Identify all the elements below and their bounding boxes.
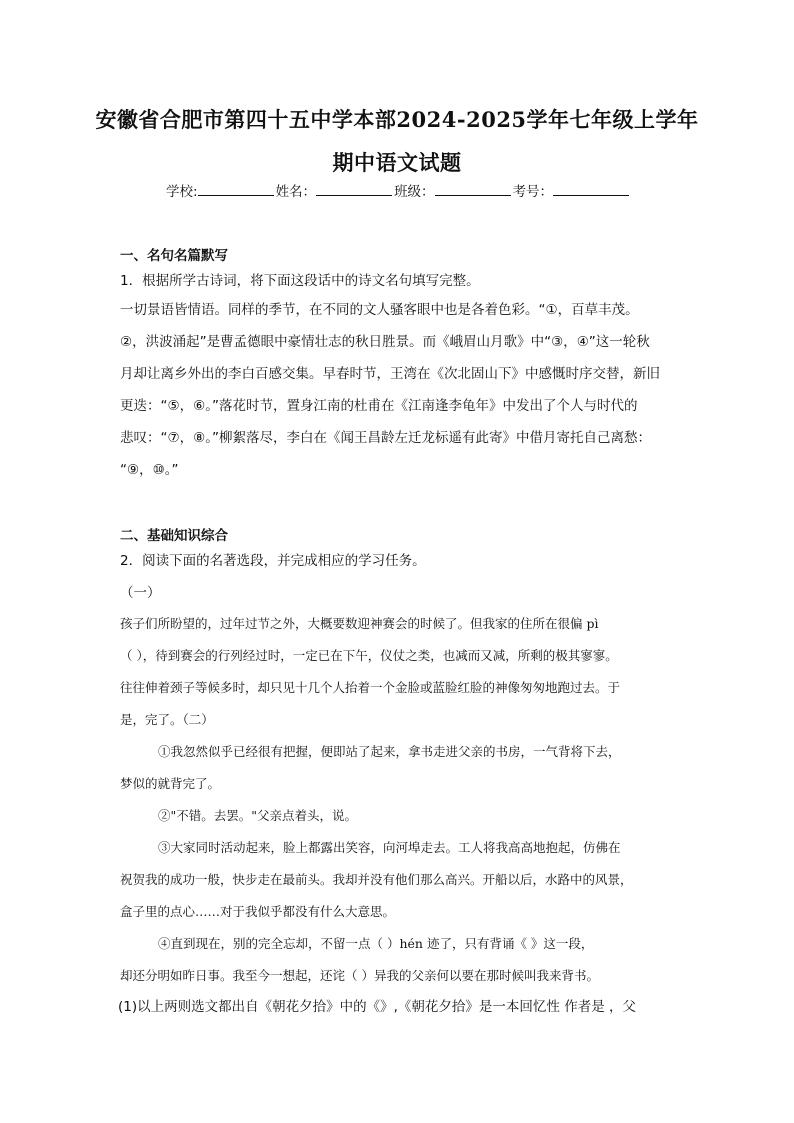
passage2-paragraph4: ④直到现在，别的完全忘却，不留一点（ ）hén 迹了，只有背诵《 》这一段， xyxy=(158,936,594,951)
section2-header: 二、基础知识综合 xyxy=(120,528,228,544)
document-title-line2: 期中语文试题 xyxy=(332,150,462,175)
passage1-line: 往往伸着颈子等候多时，却只见十几个人抬着一个金脸或蓝脸红脸的神像匆匆地跑过去。于 xyxy=(120,680,621,695)
document-title-line1: 安徽省合肥市第四十五中学本部2024-2025学年七年级上学年 xyxy=(95,107,699,132)
question1-prompt: 1．根据所学古诗词，将下面这段话中的诗文名句填写完整。 xyxy=(120,273,480,289)
passage2-paragraph2: ②"不错。去罢。"父亲点着头，说。 xyxy=(158,808,357,823)
class-label: 班级： xyxy=(394,184,435,200)
passage1-line: 是，完了。（二） xyxy=(120,712,214,727)
passage1-line: （ ），待到赛会的行列经过时，一定已在下午，仪仗之类，也减而又减，所剩的极其寥寥。 xyxy=(120,648,618,663)
q1-text-line: 月却让离乡外出的李白百感交集。早春时节，王湾在《次北固山下》中感慨时序交替，新旧 xyxy=(120,366,660,382)
q1-text-line: “⑨，⑩。” xyxy=(120,462,179,478)
number-label: 考号： xyxy=(512,184,554,200)
name-blank[interactable] xyxy=(316,181,392,196)
school-blank[interactable] xyxy=(198,181,274,196)
passage2-paragraph3: ③大家同时活动起来，脸上都露出笑容，向河埠走去。工人将我高高地抱起，仿佛在 xyxy=(158,840,621,855)
q1-text-line: 更迭：“⑤，⑥。”落花时节，置身江南的杜甫在《江南逢李龟年》中发出了个人与时代的 xyxy=(120,398,638,414)
class-blank[interactable] xyxy=(435,181,511,196)
passage2-line: 梦似的就背完了。 xyxy=(120,776,221,791)
school-label: 学校: xyxy=(166,184,198,200)
section1-header: 一、名句名篇默写 xyxy=(120,248,228,264)
q1-text-line: ②，洪波涌起”是曹孟德眼中豪情壮志的秋日胜景。而《峨眉山月歌》中“③，④”这一轮秋 xyxy=(120,334,650,350)
passage2-paragraph1: ①我忽然似乎已经很有把握，便即站了起来，拿书走进父亲的书房，一气背将下去， xyxy=(158,744,621,759)
number-blank[interactable] xyxy=(553,181,629,196)
subquestion-1: (1)以上两则选文都出自《朝花夕拾》中的《》,《朝花夕拾》是一本回忆性 作者是 ，父 xyxy=(118,999,636,1015)
name-label: 姓名： xyxy=(275,184,317,200)
part1-label: （一） xyxy=(120,585,161,601)
passage2-line: 却还分明如昨日事。我至今一想起，还诧（ ）异我的父亲何以要在那时候叫我来背书。 xyxy=(120,968,599,983)
q1-text-line: 悲叹：“⑦，⑧。”柳絮落尽，李白在《闻王昌龄左迁龙标遥有此寄》中借月寄托自己离愁： xyxy=(120,430,651,446)
passage2-line: 盒子里的点心……对于我似乎都没有什么大意思。 xyxy=(120,904,396,919)
passage2-line: 祝贺我的成功一般，快步走在最前头。我却并没有他们那么高兴。开船以后，水路中的风景， xyxy=(120,872,633,887)
student-info-row xyxy=(166,180,631,200)
q1-text-line: 一切景语皆情语。同样的季节，在不同的文人骚客眼中也是各着色彩。“①，百草丰茂。 xyxy=(120,302,639,318)
passage1-line: 孩子们所盼望的，过年过节之外，大概要数迎神赛会的时候了。但我家的住所在很偏 pì xyxy=(120,616,599,631)
question2-prompt: 2．阅读下面的名著选段，并完成相应的学习任务。 xyxy=(120,553,426,569)
